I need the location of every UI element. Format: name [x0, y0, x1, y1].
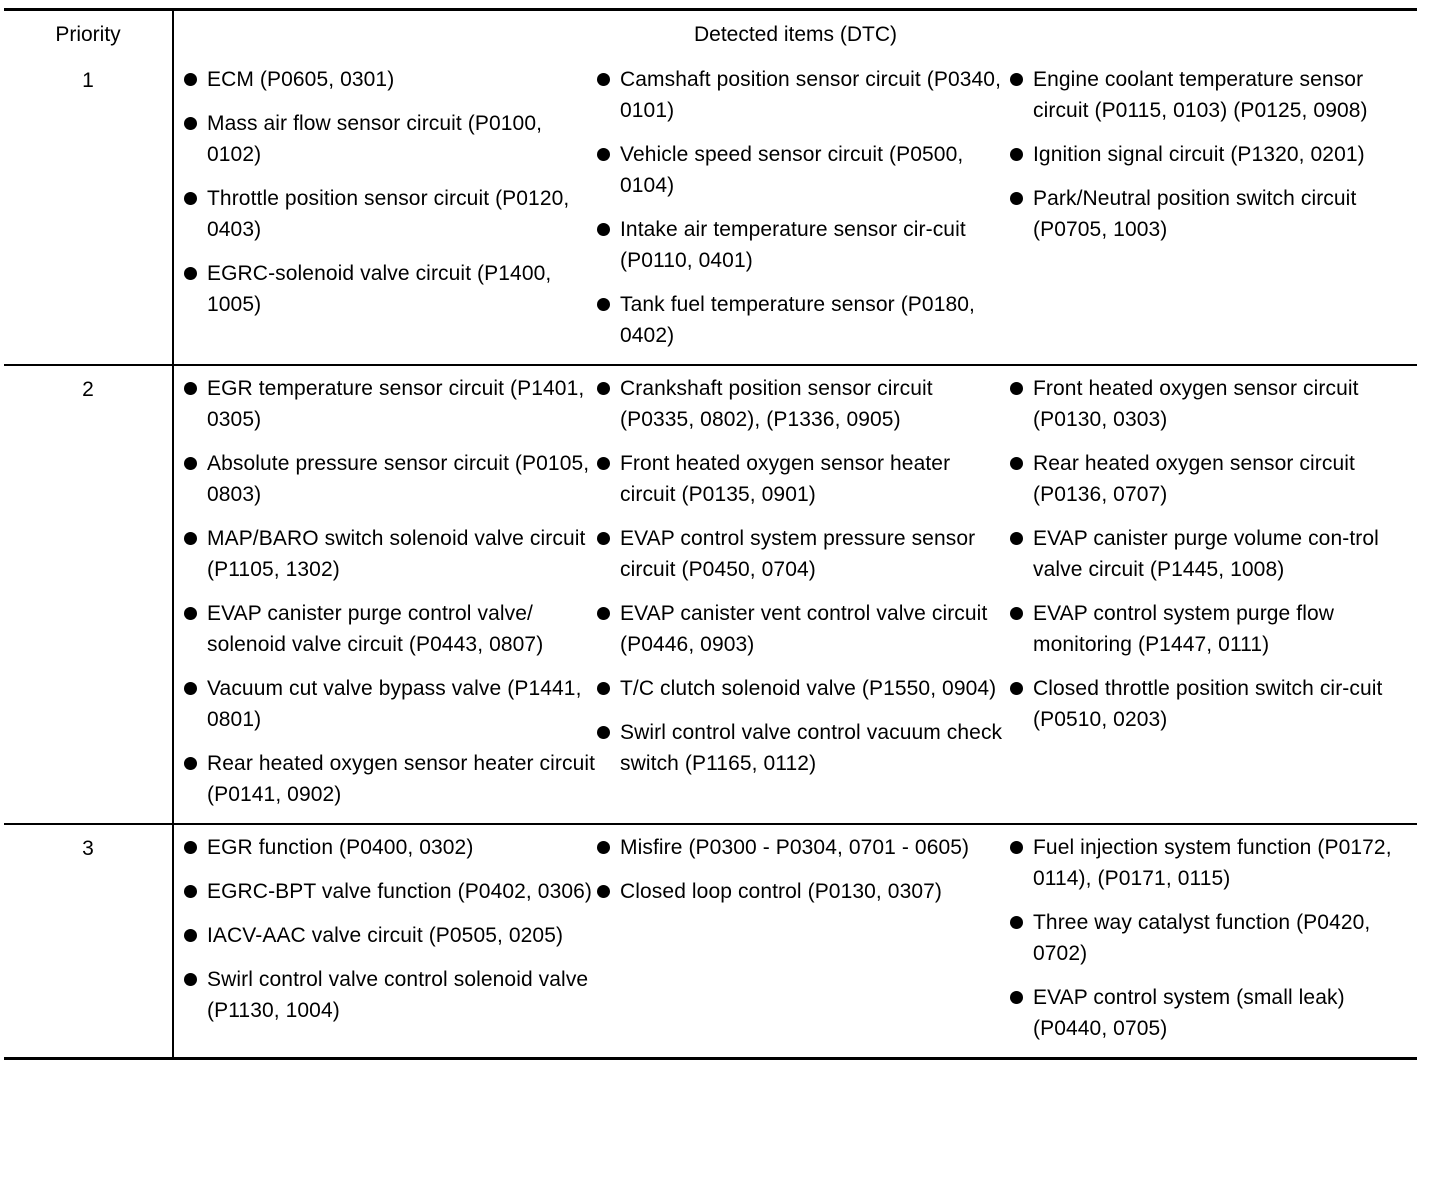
- bullet-icon: [597, 532, 610, 545]
- bullet-icon: [1010, 841, 1023, 854]
- dtc-item-text: Ignition signal circuit (P1320, 0201): [1033, 143, 1365, 166]
- priority-cell: 3: [4, 825, 174, 1057]
- detected-items-cell: [174, 57, 1417, 364]
- bullet-icon: [184, 607, 197, 620]
- dtc-item-text: Front heated oxygen sensor circuit (P0130, 0303): [1033, 377, 1359, 431]
- dtc-item: [1010, 183, 1417, 245]
- dtc-item-text: Park/Neutral position switch circuit (P0705, 1003): [1033, 187, 1357, 241]
- detected-items-cell: [174, 366, 1417, 823]
- dtc-item-text: Rear heated oxygen sensor circuit (P0136, 0707): [1033, 452, 1355, 506]
- dtc-item-text: Swirl control valve control solenoid valve (P1130, 1004): [207, 968, 589, 1022]
- priority-cell: 1: [4, 57, 174, 364]
- bullet-icon: [1010, 73, 1023, 86]
- bullet-icon: [1010, 916, 1023, 929]
- dtc-item-text: Vehicle speed sensor circuit (P0500, 0104): [620, 143, 964, 197]
- item-column: [597, 825, 1010, 1057]
- detected-items-header: Detected items (DTC): [693, 23, 898, 46]
- item-column: [184, 57, 597, 364]
- dtc-item: [1010, 64, 1417, 126]
- dtc-item-text: EGRC-BPT valve function (P0402, 0306): [207, 880, 593, 903]
- bullet-icon: [1010, 682, 1023, 695]
- dtc-item-text: T/C clutch solenoid valve (P1550, 0904): [620, 677, 997, 700]
- bullet-icon: [1010, 192, 1023, 205]
- dtc-item-text: Three way catalyst function (P0420, 0702): [1033, 911, 1371, 965]
- dtc-item-text: Throttle position sensor circuit (P0120, 0403): [207, 187, 570, 241]
- dtc-item-text: EVAP canister purge control valve/ solenoid valve circuit (P0443, 0807): [207, 602, 544, 656]
- dtc-item-text: Engine coolant temperature sensor circuit (P0115, 0103) (P0125, 0908): [1033, 68, 1368, 122]
- bullet-icon: [184, 682, 197, 695]
- dtc-item-text: Vacuum cut valve bypass valve (P1441, 0801): [207, 677, 582, 731]
- dtc-item: [1010, 673, 1417, 735]
- bullet-icon: [184, 841, 197, 854]
- table-body: [4, 57, 1417, 1057]
- bullet-icon: [184, 382, 197, 395]
- dtc-item: [184, 598, 597, 660]
- dtc-item: [184, 964, 597, 1026]
- bullet-icon: [184, 117, 197, 130]
- dtc-item: [597, 64, 1010, 126]
- dtc-item: [184, 673, 597, 735]
- bullet-icon: [1010, 382, 1023, 395]
- dtc-item-text: EVAP control system purge flow monitoring (P1447, 0111): [1033, 602, 1335, 656]
- dtc-item-text: EGRC-solenoid valve circuit (P1400, 1005): [207, 262, 552, 316]
- dtc-item-text: Closed loop control (P0130, 0307): [620, 880, 943, 903]
- item-column: [1010, 57, 1417, 364]
- dtc-item-text: Front heated oxygen sensor heater circuit (P0135, 0901): [620, 452, 951, 506]
- dtc-item: [184, 258, 597, 320]
- bullet-icon: [184, 192, 197, 205]
- dtc-item-text: EVAP control system (small leak) (P0440, 0705): [1033, 986, 1345, 1040]
- priority-header: Priority: [4, 11, 174, 57]
- dtc-item-text: Intake air temperature sensor cir-cuit (P0110, 0401): [620, 218, 966, 272]
- dtc-item: [1010, 832, 1417, 894]
- dtc-item: [597, 139, 1010, 201]
- dtc-item-text: EGR temperature sensor circuit (P1401, 0305): [207, 377, 585, 431]
- bullet-icon: [184, 267, 197, 280]
- dtc-item: [1010, 373, 1417, 435]
- dtc-item: [184, 64, 597, 95]
- bullet-icon: [184, 457, 197, 470]
- dtc-item: [1010, 523, 1417, 585]
- bullet-icon: [597, 148, 610, 161]
- item-column: [1010, 366, 1417, 823]
- dtc-item-text: Fuel injection system function (P0172, 0114), (P0171, 0115): [1033, 836, 1392, 890]
- dtc-item-text: EGR function (P0400, 0302): [207, 836, 474, 859]
- dtc-item: [184, 920, 597, 951]
- item-column: [597, 366, 1010, 823]
- item-column: [184, 825, 597, 1057]
- dtc-item-text: Rear heated oxygen sensor heater circuit (P0141, 0902): [207, 752, 596, 806]
- bullet-icon: [184, 929, 197, 942]
- dtc-item: [597, 598, 1010, 660]
- dtc-item: [597, 876, 1010, 907]
- dtc-item: [597, 373, 1010, 435]
- dtc-item: [184, 832, 597, 863]
- bullet-icon: [1010, 532, 1023, 545]
- dtc-item: [184, 183, 597, 245]
- dtc-item: [597, 214, 1010, 276]
- item-column: [597, 57, 1010, 364]
- table-header-row: [4, 11, 1417, 57]
- bullet-icon: [597, 841, 610, 854]
- bullet-icon: [597, 382, 610, 395]
- dtc-item: [1010, 448, 1417, 510]
- bullet-icon: [184, 973, 197, 986]
- bullet-icon: [184, 73, 197, 86]
- dtc-item-text: Mass air flow sensor circuit (P0100, 0102): [207, 112, 543, 166]
- dtc-item-text: Crankshaft position sensor circuit (P0335, 0802), (P1336, 0905): [620, 377, 933, 431]
- dtc-item-text: EVAP control system pressure sensor circuit (P0450, 0704): [620, 527, 976, 581]
- bullet-icon: [597, 607, 610, 620]
- dtc-item: [597, 523, 1010, 585]
- bullet-icon: [1010, 457, 1023, 470]
- dtc-item: [597, 289, 1010, 351]
- dtc-item: [597, 832, 1010, 863]
- bullet-icon: [597, 726, 610, 739]
- item-column: [1010, 825, 1417, 1057]
- bullet-icon: [597, 298, 610, 311]
- dtc-item: [184, 748, 597, 810]
- dtc-item-text: ECM (P0605, 0301): [207, 68, 395, 91]
- dtc-item: [1010, 139, 1417, 170]
- dtc-item: [597, 673, 1010, 704]
- dtc-item: [184, 373, 597, 435]
- bullet-icon: [1010, 607, 1023, 620]
- dtc-item: [1010, 982, 1417, 1044]
- table-row: [4, 823, 1417, 1057]
- dtc-item: [184, 876, 597, 907]
- dtc-item-text: Misfire (P0300 - P0304, 0701 - 0605): [620, 836, 970, 859]
- bullet-icon: [184, 532, 197, 545]
- bullet-icon: [184, 885, 197, 898]
- bullet-icon: [597, 457, 610, 470]
- bullet-icon: [597, 223, 610, 236]
- bullet-icon: [1010, 991, 1023, 1004]
- dtc-item-text: Tank fuel temperature sensor (P0180, 0402): [620, 293, 975, 347]
- bullet-icon: [184, 757, 197, 770]
- dtc-item-text: MAP/BARO switch solenoid valve circuit (P1105, 1302): [207, 527, 586, 581]
- dtc-item: [184, 448, 597, 510]
- dtc-item: [184, 108, 597, 170]
- dtc-item: [1010, 907, 1417, 969]
- dtc-item: [597, 448, 1010, 510]
- dtc-item-text: Absolute pressure sensor circuit (P0105, 0803): [207, 452, 590, 506]
- dtc-item-text: EVAP canister purge volume con-trol valve circuit (P1445, 1008): [1033, 527, 1379, 581]
- dtc-item-text: EVAP canister vent control valve circuit (P0446, 0903): [620, 602, 988, 656]
- dtc-item: [597, 717, 1010, 779]
- bullet-icon: [1010, 148, 1023, 161]
- dtc-item-text: Swirl control valve control vacuum check switch (P1165, 0112): [620, 721, 1003, 775]
- item-column: [184, 366, 597, 823]
- dtc-item-text: Camshaft position sensor circuit (P0340, 0101): [620, 68, 1002, 122]
- dtc-item: [184, 523, 597, 585]
- table-row: [4, 57, 1417, 364]
- table-row: [4, 364, 1417, 823]
- detected-items-cell: [174, 825, 1417, 1057]
- dtc-priority-table: [4, 8, 1417, 1060]
- bullet-icon: [597, 73, 610, 86]
- dtc-item-text: Closed throttle position switch cir-cuit (P0510, 0203): [1033, 677, 1383, 731]
- priority-cell: 2: [4, 366, 174, 823]
- bullet-icon: [597, 885, 610, 898]
- bullet-icon: [597, 682, 610, 695]
- dtc-item-text: IACV-AAC valve circuit (P0505, 0205): [207, 924, 564, 947]
- dtc-item: [1010, 598, 1417, 660]
